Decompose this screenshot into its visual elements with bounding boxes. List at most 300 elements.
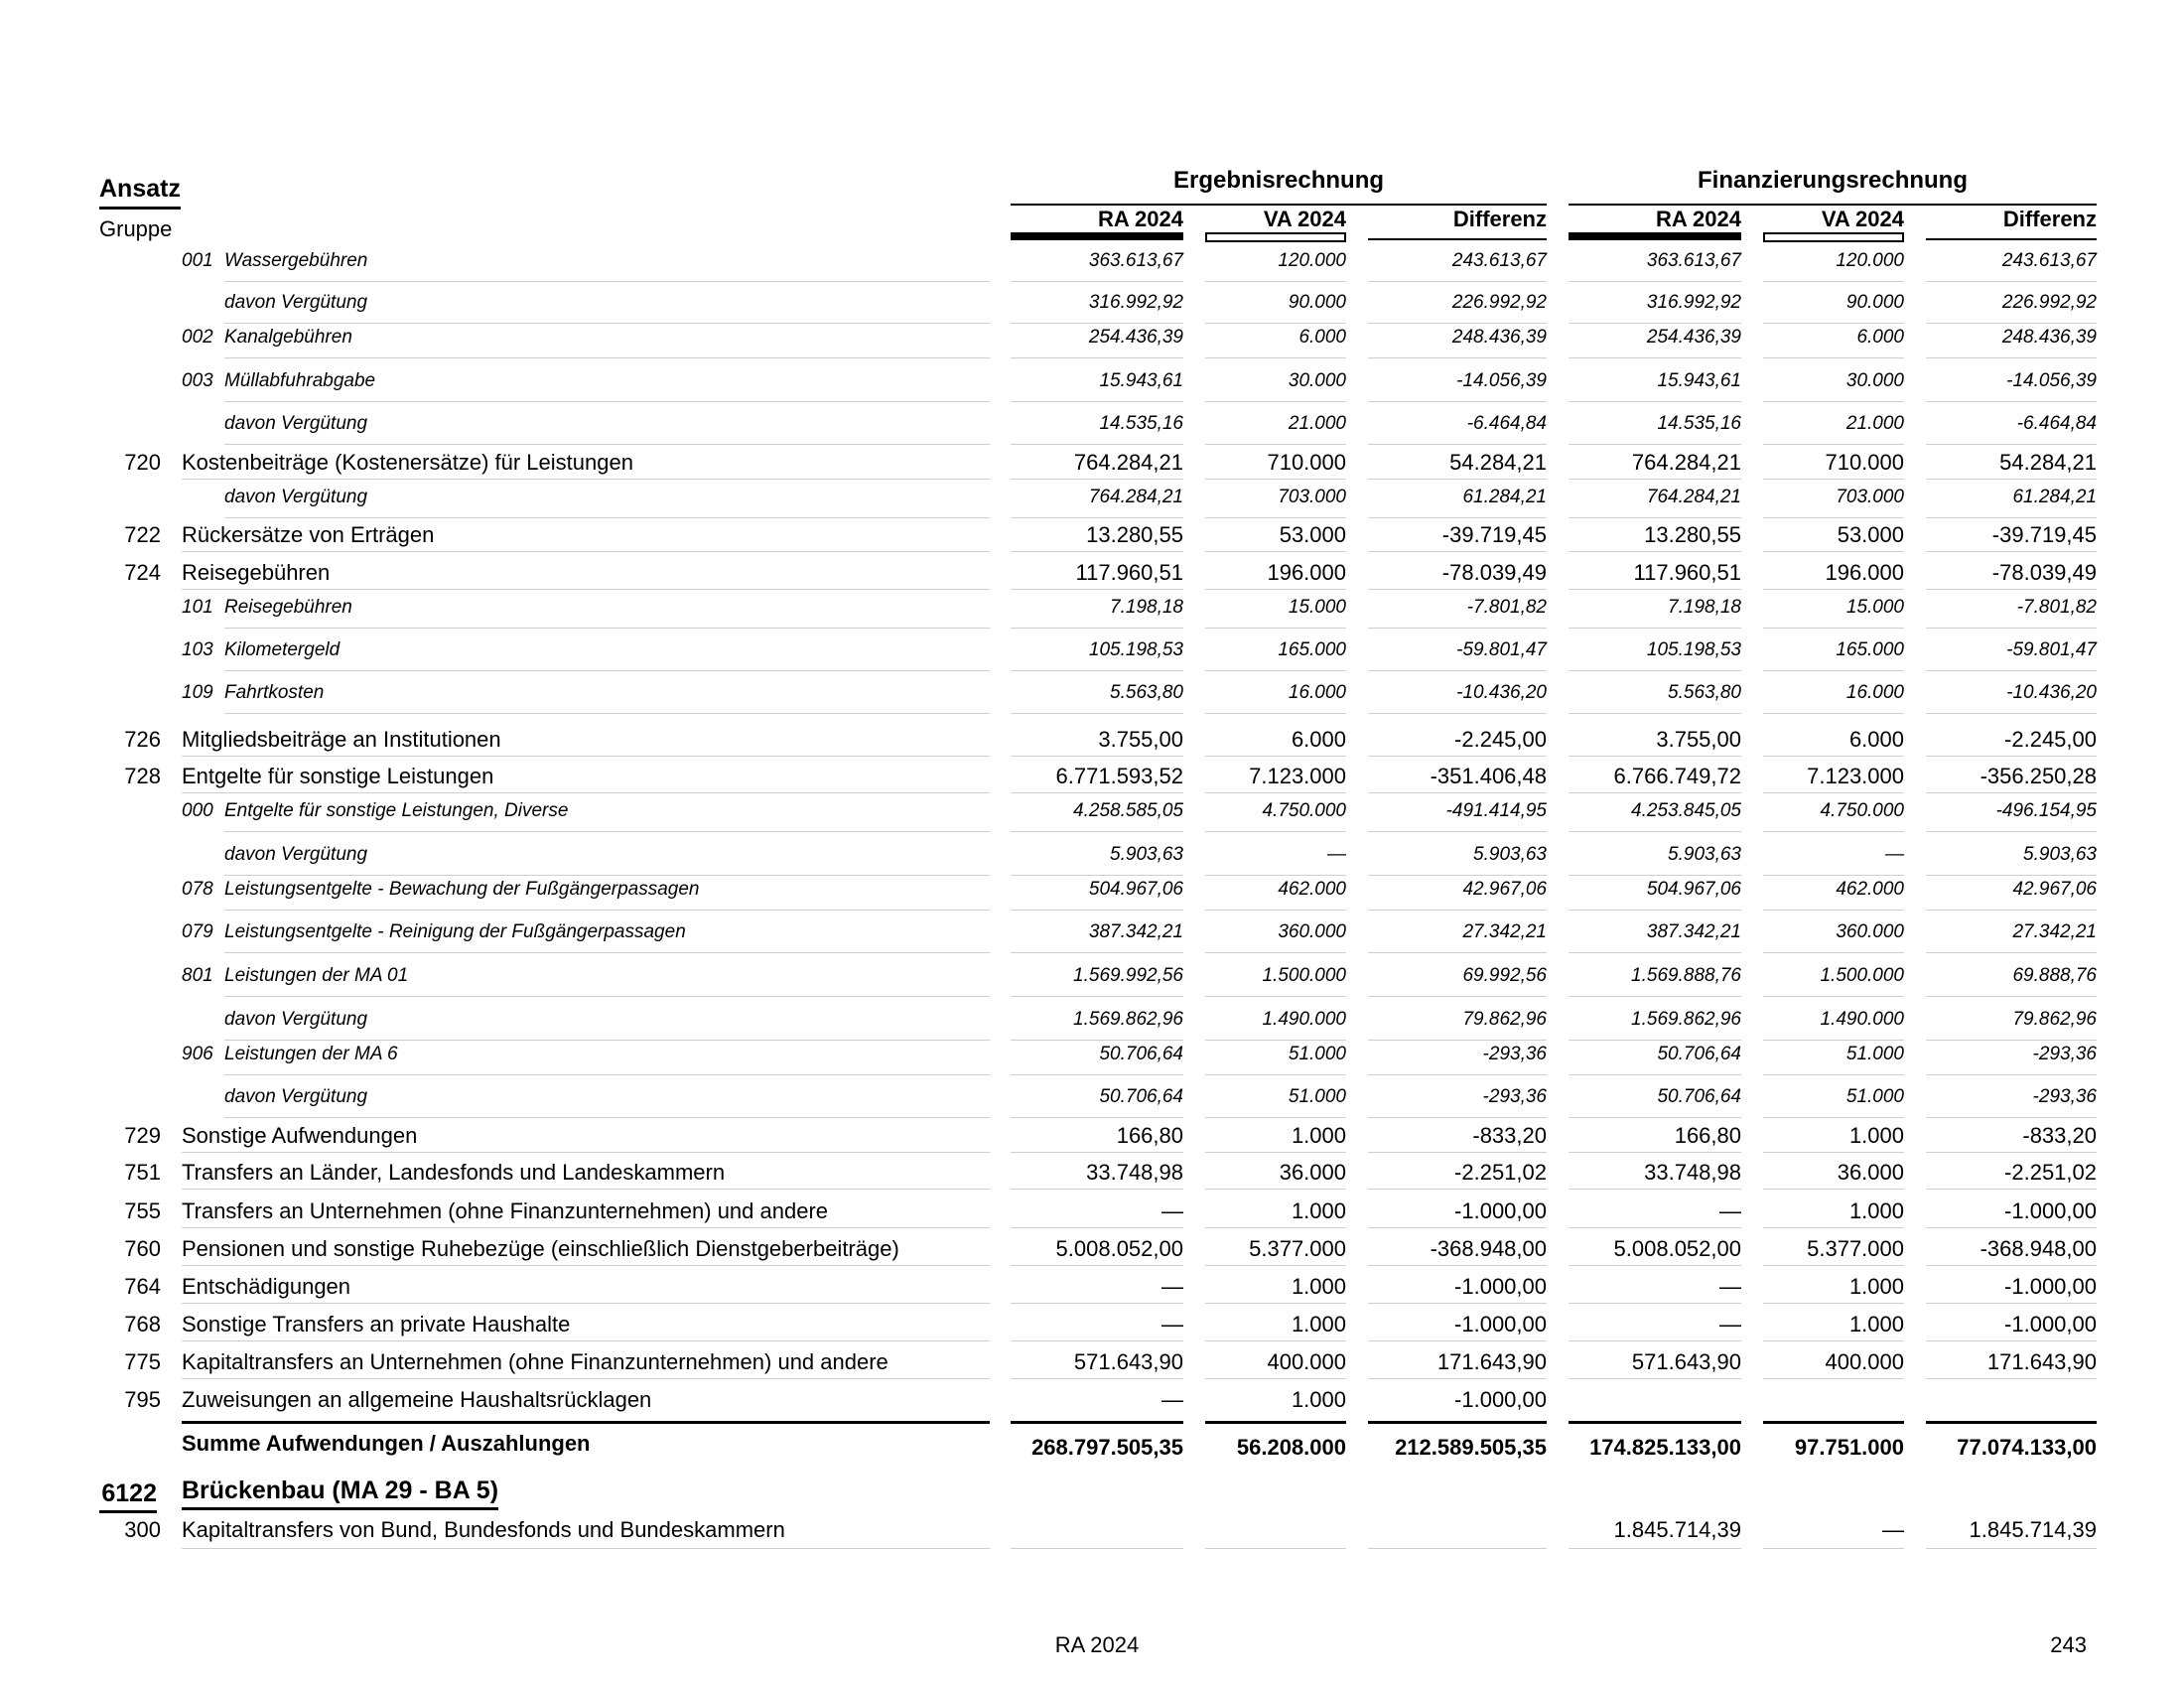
row-diff-fr: 54.284,21 <box>1999 450 2097 475</box>
row-divider <box>1205 713 1346 714</box>
row-divider <box>1569 517 1741 518</box>
row-ra-er: — <box>1161 1387 1183 1412</box>
row-diff-fr: -833,20 <box>2022 1123 2097 1148</box>
row-diff-er: -1.000,00 <box>1454 1198 1547 1223</box>
row-divider <box>1569 792 1741 793</box>
row-va-fr: 30.000 <box>1845 370 1904 391</box>
row-diff-er: -14.056,39 <box>1456 370 1547 391</box>
row-divider <box>1926 1117 2097 1118</box>
row-diff-er: -833,20 <box>1472 1123 1547 1148</box>
row-divider <box>1368 323 1547 324</box>
row-divider <box>1205 952 1346 953</box>
row-diff-er: -78.039,49 <box>1441 560 1547 585</box>
row-diff-fr: -356.250,28 <box>1979 764 2097 788</box>
sum-rule-4 <box>1569 1421 1741 1424</box>
row-label: Müllabfuhrabgabe <box>224 370 376 391</box>
row-va-er: 165.000 <box>1278 639 1346 660</box>
row-subcode: 000 <box>182 800 213 821</box>
row-ra-er: 1.569.992,56 <box>1073 965 1183 986</box>
row-divider <box>1011 1189 1183 1190</box>
footer-title: RA 2024 <box>1054 1632 1140 1657</box>
sum-rule-6 <box>1926 1421 2097 1424</box>
ra-fr-marker <box>1569 232 1741 240</box>
row-divider <box>1763 1152 1904 1153</box>
row-ra-er: 15.943,61 <box>1099 370 1183 391</box>
row-divider <box>1569 713 1741 714</box>
row-divider <box>1763 831 1904 832</box>
sum-ra-er: 268.797.505,35 <box>1031 1435 1183 1460</box>
row-diff-fr: -2.251,02 <box>2004 1160 2097 1185</box>
row-code: 760 <box>124 1236 161 1261</box>
row-divider <box>1926 1227 2097 1228</box>
row-va-fr: 400.000 <box>1825 1349 1904 1374</box>
row-diff-fr: 1.845.714,39 <box>1969 1517 2097 1542</box>
row-divider <box>1368 281 1547 282</box>
row-divider <box>1368 1340 1547 1341</box>
row-diff-fr: -368.948,00 <box>1979 1236 2097 1261</box>
row-divider <box>1368 1040 1547 1041</box>
row-ra-fr: 764.284,21 <box>1646 487 1741 507</box>
row-ra-fr: 6.766.749,72 <box>1613 764 1741 788</box>
row-va-fr: 51.000 <box>1845 1086 1904 1107</box>
row-label: Reisegebühren <box>224 597 352 618</box>
row-divider <box>1011 831 1183 832</box>
row-divider <box>1763 551 1904 552</box>
row-divider <box>1368 670 1547 671</box>
row-diff-fr: -1.000,00 <box>2004 1198 2097 1223</box>
row-code: 795 <box>124 1387 161 1412</box>
row-divider <box>1926 281 2097 282</box>
row-va-fr: 1.000 <box>1848 1312 1904 1336</box>
row-divider <box>1011 589 1183 590</box>
row-divider <box>1205 875 1346 876</box>
finanzierungsrechnung-title: Finanzierungsrechnung <box>1697 167 1968 194</box>
row-subcode: 003 <box>182 370 213 391</box>
row-ra-er: 764.284,21 <box>1088 487 1183 507</box>
section-row-divider <box>182 1548 990 1549</box>
row-divider <box>1926 479 2097 480</box>
row-ra-fr: 5.008.052,00 <box>1613 1236 1741 1261</box>
row-label: Kostenbeiträge (Kostenersätze) für Leistungen <box>182 450 633 475</box>
row-divider <box>1368 952 1547 953</box>
sum-rule-label <box>182 1421 990 1424</box>
row-label: Fahrtkosten <box>224 682 325 703</box>
row-ra-er: 387.342,21 <box>1088 921 1183 942</box>
row-diff-er: 61.284,21 <box>1462 487 1547 507</box>
row-va-er: 196.000 <box>1267 560 1346 585</box>
row-diff-er: -293,36 <box>1482 1044 1547 1064</box>
row-va-er: 710.000 <box>1267 450 1346 475</box>
row-divider <box>1569 1303 1741 1304</box>
row-va-er: 7.123.000 <box>1249 764 1346 788</box>
row-va-fr: 16.000 <box>1845 682 1904 703</box>
row-divider <box>1926 952 2097 953</box>
row-divider <box>1205 1040 1346 1041</box>
row-divider <box>1569 401 1741 402</box>
row-va-fr: 1.000 <box>1848 1198 1904 1223</box>
row-label: Sonstige Aufwendungen <box>182 1123 418 1148</box>
row-divider <box>1011 1303 1183 1304</box>
row-divider <box>1763 875 1904 876</box>
row-diff-er: -39.719,45 <box>1441 522 1547 547</box>
row-diff-fr: 69.888,76 <box>2012 965 2097 986</box>
row-divider <box>1205 589 1346 590</box>
row-diff-er: -351.406,48 <box>1430 764 1547 788</box>
sum-label: Summe Aufwendungen / Auszahlungen <box>182 1431 591 1456</box>
row-divider <box>1926 551 2097 552</box>
row-code: 726 <box>124 727 161 752</box>
row-label: Wassergebühren <box>224 250 368 271</box>
row-divider <box>1763 713 1904 714</box>
row-divider <box>1368 628 1547 629</box>
row-divider <box>1368 996 1547 997</box>
row-divider <box>1011 756 1183 757</box>
row-divider <box>1205 323 1346 324</box>
row-divider <box>1569 444 1741 445</box>
row-divider <box>1368 713 1547 714</box>
row-divider <box>1368 756 1547 757</box>
row-ra-fr: 387.342,21 <box>1646 921 1741 942</box>
row-divider <box>182 756 990 757</box>
row-divider <box>1569 1074 1741 1075</box>
row-ra-er: — <box>1161 1312 1183 1336</box>
row-va-er: 21.000 <box>1288 413 1346 434</box>
row-diff-er: -7.801,82 <box>1466 597 1547 618</box>
row-divider <box>1011 517 1183 518</box>
row-ra-er: 105.198,53 <box>1088 639 1183 660</box>
section-row-divider <box>1569 1548 1741 1549</box>
row-va-fr: 36.000 <box>1837 1160 1904 1185</box>
page-number: 243 <box>2050 1632 2087 1657</box>
section-row-divider <box>1205 1548 1346 1549</box>
row-diff-fr: 226.992,92 <box>2001 292 2097 313</box>
row-va-fr: 6.000 <box>1848 727 1904 752</box>
row-label: Entgelte für sonstige Leistungen <box>182 764 494 788</box>
row-divider <box>1763 1378 1904 1379</box>
row-subcode: 079 <box>182 921 213 942</box>
row-divider <box>1205 670 1346 671</box>
row-diff-er: -10.436,20 <box>1456 682 1547 703</box>
row-label: Mitgliedsbeiträge an Institutionen <box>182 727 501 752</box>
row-ra-er: 117.960,51 <box>1075 560 1183 585</box>
row-divider <box>224 831 990 832</box>
row-ra-fr: 7.198,18 <box>1668 597 1741 618</box>
row-diff-fr: -1.000,00 <box>2004 1274 2097 1299</box>
sum-ra-fr: 174.825.133,00 <box>1589 1435 1741 1460</box>
row-diff-fr: 79.862,96 <box>2012 1009 2097 1030</box>
row-va-er: 30.000 <box>1288 370 1346 391</box>
row-divider <box>1569 1189 1741 1190</box>
row-divider <box>1926 628 2097 629</box>
row-divider <box>1926 1040 2097 1041</box>
row-divider <box>1926 1378 2097 1379</box>
row-divider <box>1368 1303 1547 1304</box>
col-header-va-fr: VA 2024 <box>1821 207 1904 231</box>
row-ra-er: 50.706,64 <box>1099 1086 1183 1107</box>
row-divider <box>1011 996 1183 997</box>
row-va-fr: 710.000 <box>1825 450 1904 475</box>
row-va-fr: 1.500.000 <box>1820 965 1904 986</box>
row-divider <box>224 357 990 358</box>
row-diff-er: -1.000,00 <box>1454 1312 1547 1336</box>
row-divider <box>1205 444 1346 445</box>
row-divider <box>1763 756 1904 757</box>
row-diff-fr: 5.903,63 <box>2023 844 2097 865</box>
ansatz-header: Ansatz <box>99 175 181 210</box>
row-divider <box>1569 1265 1741 1266</box>
row-ra-fr: — <box>1719 1312 1741 1336</box>
row-divider <box>1926 401 2097 402</box>
row-ra-fr: 1.569.862,96 <box>1631 1009 1741 1030</box>
row-divider <box>1926 1265 2097 1266</box>
row-divider <box>1011 1378 1183 1379</box>
row-diff-er: 54.284,21 <box>1449 450 1547 475</box>
row-divider <box>1368 479 1547 480</box>
row-label: Leistungsentgelte - Bewachung der Fußgängerpassagen <box>224 879 700 900</box>
row-va-fr: 703.000 <box>1836 487 1904 507</box>
row-divider <box>1763 1340 1904 1341</box>
row-ra-er: 50.706,64 <box>1099 1044 1183 1064</box>
row-diff-fr: 171.643,90 <box>1986 1349 2097 1374</box>
row-ra-fr: 1.845.714,39 <box>1613 1517 1741 1542</box>
row-divider <box>1205 401 1346 402</box>
row-diff-fr: -2.245,00 <box>2004 727 2097 752</box>
row-label: Sonstige Transfers an private Haushalte <box>182 1312 571 1336</box>
row-diff-er: -59.801,47 <box>1456 639 1547 660</box>
row-ra-fr: 33.748,98 <box>1644 1160 1741 1185</box>
row-divider <box>1569 323 1741 324</box>
row-divider <box>1011 479 1183 480</box>
sum-va-er: 56.208.000 <box>1236 1435 1346 1460</box>
row-diff-fr: -39.719,45 <box>1991 522 2097 547</box>
row-ra-er: 33.748,98 <box>1086 1160 1183 1185</box>
row-diff-fr: 27.342,21 <box>2012 921 2097 942</box>
row-diff-fr: -293,36 <box>2032 1086 2097 1107</box>
row-divider <box>1569 628 1741 629</box>
va-fr-marker <box>1763 232 1904 242</box>
row-divider <box>1205 1340 1346 1341</box>
row-divider <box>1368 517 1547 518</box>
row-divider <box>1926 756 2097 757</box>
row-label: Leistungen der MA 6 <box>224 1044 398 1064</box>
row-divider <box>1368 1378 1547 1379</box>
sum-diff-fr: 77.074.133,00 <box>1957 1435 2097 1460</box>
row-ra-er: 3.755,00 <box>1098 727 1183 752</box>
row-va-er: 36.000 <box>1279 1160 1346 1185</box>
row-divider <box>1569 589 1741 590</box>
row-divider <box>1205 1189 1346 1190</box>
row-va-er: 120.000 <box>1278 250 1346 271</box>
row-subcode: 906 <box>182 1044 213 1064</box>
row-ra-fr: 5.903,63 <box>1668 844 1741 865</box>
row-label: Kilometergeld <box>224 639 341 660</box>
row-va-er: 400.000 <box>1267 1349 1346 1374</box>
gruppe-header: Gruppe <box>99 216 173 241</box>
row-diff-fr: 61.284,21 <box>2012 487 2097 507</box>
row-divider <box>182 1303 990 1304</box>
row-va-fr: 462.000 <box>1836 879 1904 900</box>
row-divider <box>1569 1378 1741 1379</box>
row-divider <box>1205 1074 1346 1075</box>
row-divider <box>224 323 990 324</box>
row-divider <box>1926 996 2097 997</box>
row-divider <box>1569 281 1741 282</box>
row-divider <box>1926 792 2097 793</box>
row-divider <box>1011 323 1183 324</box>
row-ra-er: — <box>1161 1274 1183 1299</box>
row-ra-er: — <box>1161 1198 1183 1223</box>
row-divider <box>1569 910 1741 911</box>
row-divider <box>224 713 990 714</box>
row-divider <box>224 910 990 911</box>
row-label: Kapitaltransfers an Unternehmen (ohne Finanzunternehmen) und andere <box>182 1349 888 1374</box>
row-ra-fr: 3.755,00 <box>1656 727 1741 752</box>
row-divider <box>1569 875 1741 876</box>
section-row-divider <box>1763 1548 1904 1549</box>
row-divider <box>1205 1265 1346 1266</box>
row-divider <box>1368 357 1547 358</box>
row-ra-fr: 316.992,92 <box>1646 292 1741 313</box>
row-divider <box>1205 357 1346 358</box>
row-divider <box>224 1117 990 1118</box>
row-va-er: 90.000 <box>1288 292 1346 313</box>
row-divider <box>1763 628 1904 629</box>
row-divider <box>1368 589 1547 590</box>
row-va-fr: 1.000 <box>1848 1123 1904 1148</box>
row-va-er: — <box>1327 844 1346 865</box>
row-label: Rückersätze von Erträgen <box>182 522 435 547</box>
row-label: davon Vergütung <box>224 844 368 865</box>
row-divider <box>1205 479 1346 480</box>
row-divider <box>182 551 990 552</box>
row-label: Leistungen der MA 01 <box>224 965 409 986</box>
row-divider <box>1011 1040 1183 1041</box>
row-divider <box>1368 1265 1547 1266</box>
diff-er-rule <box>1368 238 1547 240</box>
row-divider <box>1926 517 2097 518</box>
row-divider <box>1011 792 1183 793</box>
row-divider <box>182 479 990 480</box>
row-divider <box>1011 670 1183 671</box>
row-va-fr: 165.000 <box>1836 639 1904 660</box>
row-va-fr: 21.000 <box>1845 413 1904 434</box>
row-ra-er: 363.613,67 <box>1088 250 1183 271</box>
row-va-er: 53.000 <box>1279 522 1346 547</box>
row-label: davon Vergütung <box>224 487 368 507</box>
row-divider <box>1926 589 2097 590</box>
row-va-fr: — <box>1885 844 1904 865</box>
row-divider <box>1368 792 1547 793</box>
row-subcode: 101 <box>182 597 213 618</box>
row-divider <box>182 1340 990 1341</box>
row-va-er: 16.000 <box>1288 682 1346 703</box>
row-va-er: 5.377.000 <box>1249 1236 1346 1261</box>
row-divider <box>1569 1152 1741 1153</box>
row-diff-er: 226.992,92 <box>1451 292 1547 313</box>
row-divider <box>1569 952 1741 953</box>
row-divider <box>1205 756 1346 757</box>
row-label: Transfers an Länder, Landesfonds und Landeskammern <box>182 1160 726 1185</box>
row-label: davon Vergütung <box>224 292 368 313</box>
row-divider <box>1926 831 2097 832</box>
row-ra-er: 571.643,90 <box>1073 1349 1183 1374</box>
row-label: Pensionen und sonstige Ruhebezüge (einschließlich Dienstgeberbeiträge) <box>182 1236 899 1261</box>
row-diff-er: 5.903,63 <box>1473 844 1547 865</box>
row-divider <box>1569 1227 1741 1228</box>
row-divider <box>1205 910 1346 911</box>
row-ra-fr: — <box>1719 1198 1741 1223</box>
row-label: davon Vergütung <box>224 1086 368 1107</box>
row-divider <box>1368 444 1547 445</box>
row-divider <box>1205 1227 1346 1228</box>
row-diff-fr: -7.801,82 <box>2016 597 2097 618</box>
row-diff-er: -293,36 <box>1482 1086 1547 1107</box>
row-divider <box>1569 551 1741 552</box>
row-divider <box>1763 1074 1904 1075</box>
row-divider <box>1569 996 1741 997</box>
row-divider <box>1926 357 2097 358</box>
row-va-er: 360.000 <box>1278 921 1346 942</box>
row-ra-er: 14.535,16 <box>1099 413 1183 434</box>
row-diff-er: 27.342,21 <box>1462 921 1547 942</box>
row-divider <box>1763 1227 1904 1228</box>
row-code: 768 <box>124 1312 161 1336</box>
row-divider <box>1205 792 1346 793</box>
row-va-er: 6.000 <box>1291 727 1346 752</box>
row-divider <box>1569 756 1741 757</box>
row-label: Reisegebühren <box>182 560 331 585</box>
row-divider <box>1763 1303 1904 1304</box>
row-ra-fr: 571.643,90 <box>1631 1349 1741 1374</box>
row-divider <box>1368 401 1547 402</box>
row-divider <box>1368 1152 1547 1153</box>
row-divider <box>1763 1265 1904 1266</box>
col-header-ra-fr: RA 2024 <box>1655 207 1741 231</box>
row-subcode: 801 <box>182 965 213 986</box>
row-divider <box>1763 1189 1904 1190</box>
row-ra-fr: — <box>1719 1274 1741 1299</box>
row-divider <box>1205 628 1346 629</box>
ra-er-marker <box>1011 232 1183 240</box>
row-code: 720 <box>124 450 161 475</box>
row-ra-fr: 5.563,80 <box>1668 682 1741 703</box>
row-divider <box>1763 401 1904 402</box>
row-ra-fr: 363.613,67 <box>1646 250 1741 271</box>
row-divider <box>1205 831 1346 832</box>
ergebnisrechnung-title: Ergebnisrechnung <box>1172 167 1385 194</box>
row-divider <box>224 401 990 402</box>
row-va-fr: 90.000 <box>1845 292 1904 313</box>
row-divider <box>224 952 990 953</box>
row-divider <box>224 996 990 997</box>
row-divider <box>1011 628 1183 629</box>
row-code: 724 <box>124 560 161 585</box>
row-divider <box>1926 713 2097 714</box>
row-divider <box>1011 1117 1183 1118</box>
row-divider <box>1011 1074 1183 1075</box>
row-va-fr: 6.000 <box>1856 327 1904 348</box>
row-divider <box>182 1227 990 1228</box>
row-divider <box>1205 517 1346 518</box>
row-diff-er: 171.643,90 <box>1436 1349 1547 1374</box>
section-code: 6122 <box>99 1479 157 1513</box>
row-va-fr: 5.377.000 <box>1807 1236 1904 1261</box>
row-va-fr: 120.000 <box>1836 250 1904 271</box>
row-divider <box>182 1265 990 1266</box>
row-ra-fr: 14.535,16 <box>1657 413 1741 434</box>
row-ra-er: 5.563,80 <box>1110 682 1183 703</box>
row-subcode: 002 <box>182 327 213 348</box>
